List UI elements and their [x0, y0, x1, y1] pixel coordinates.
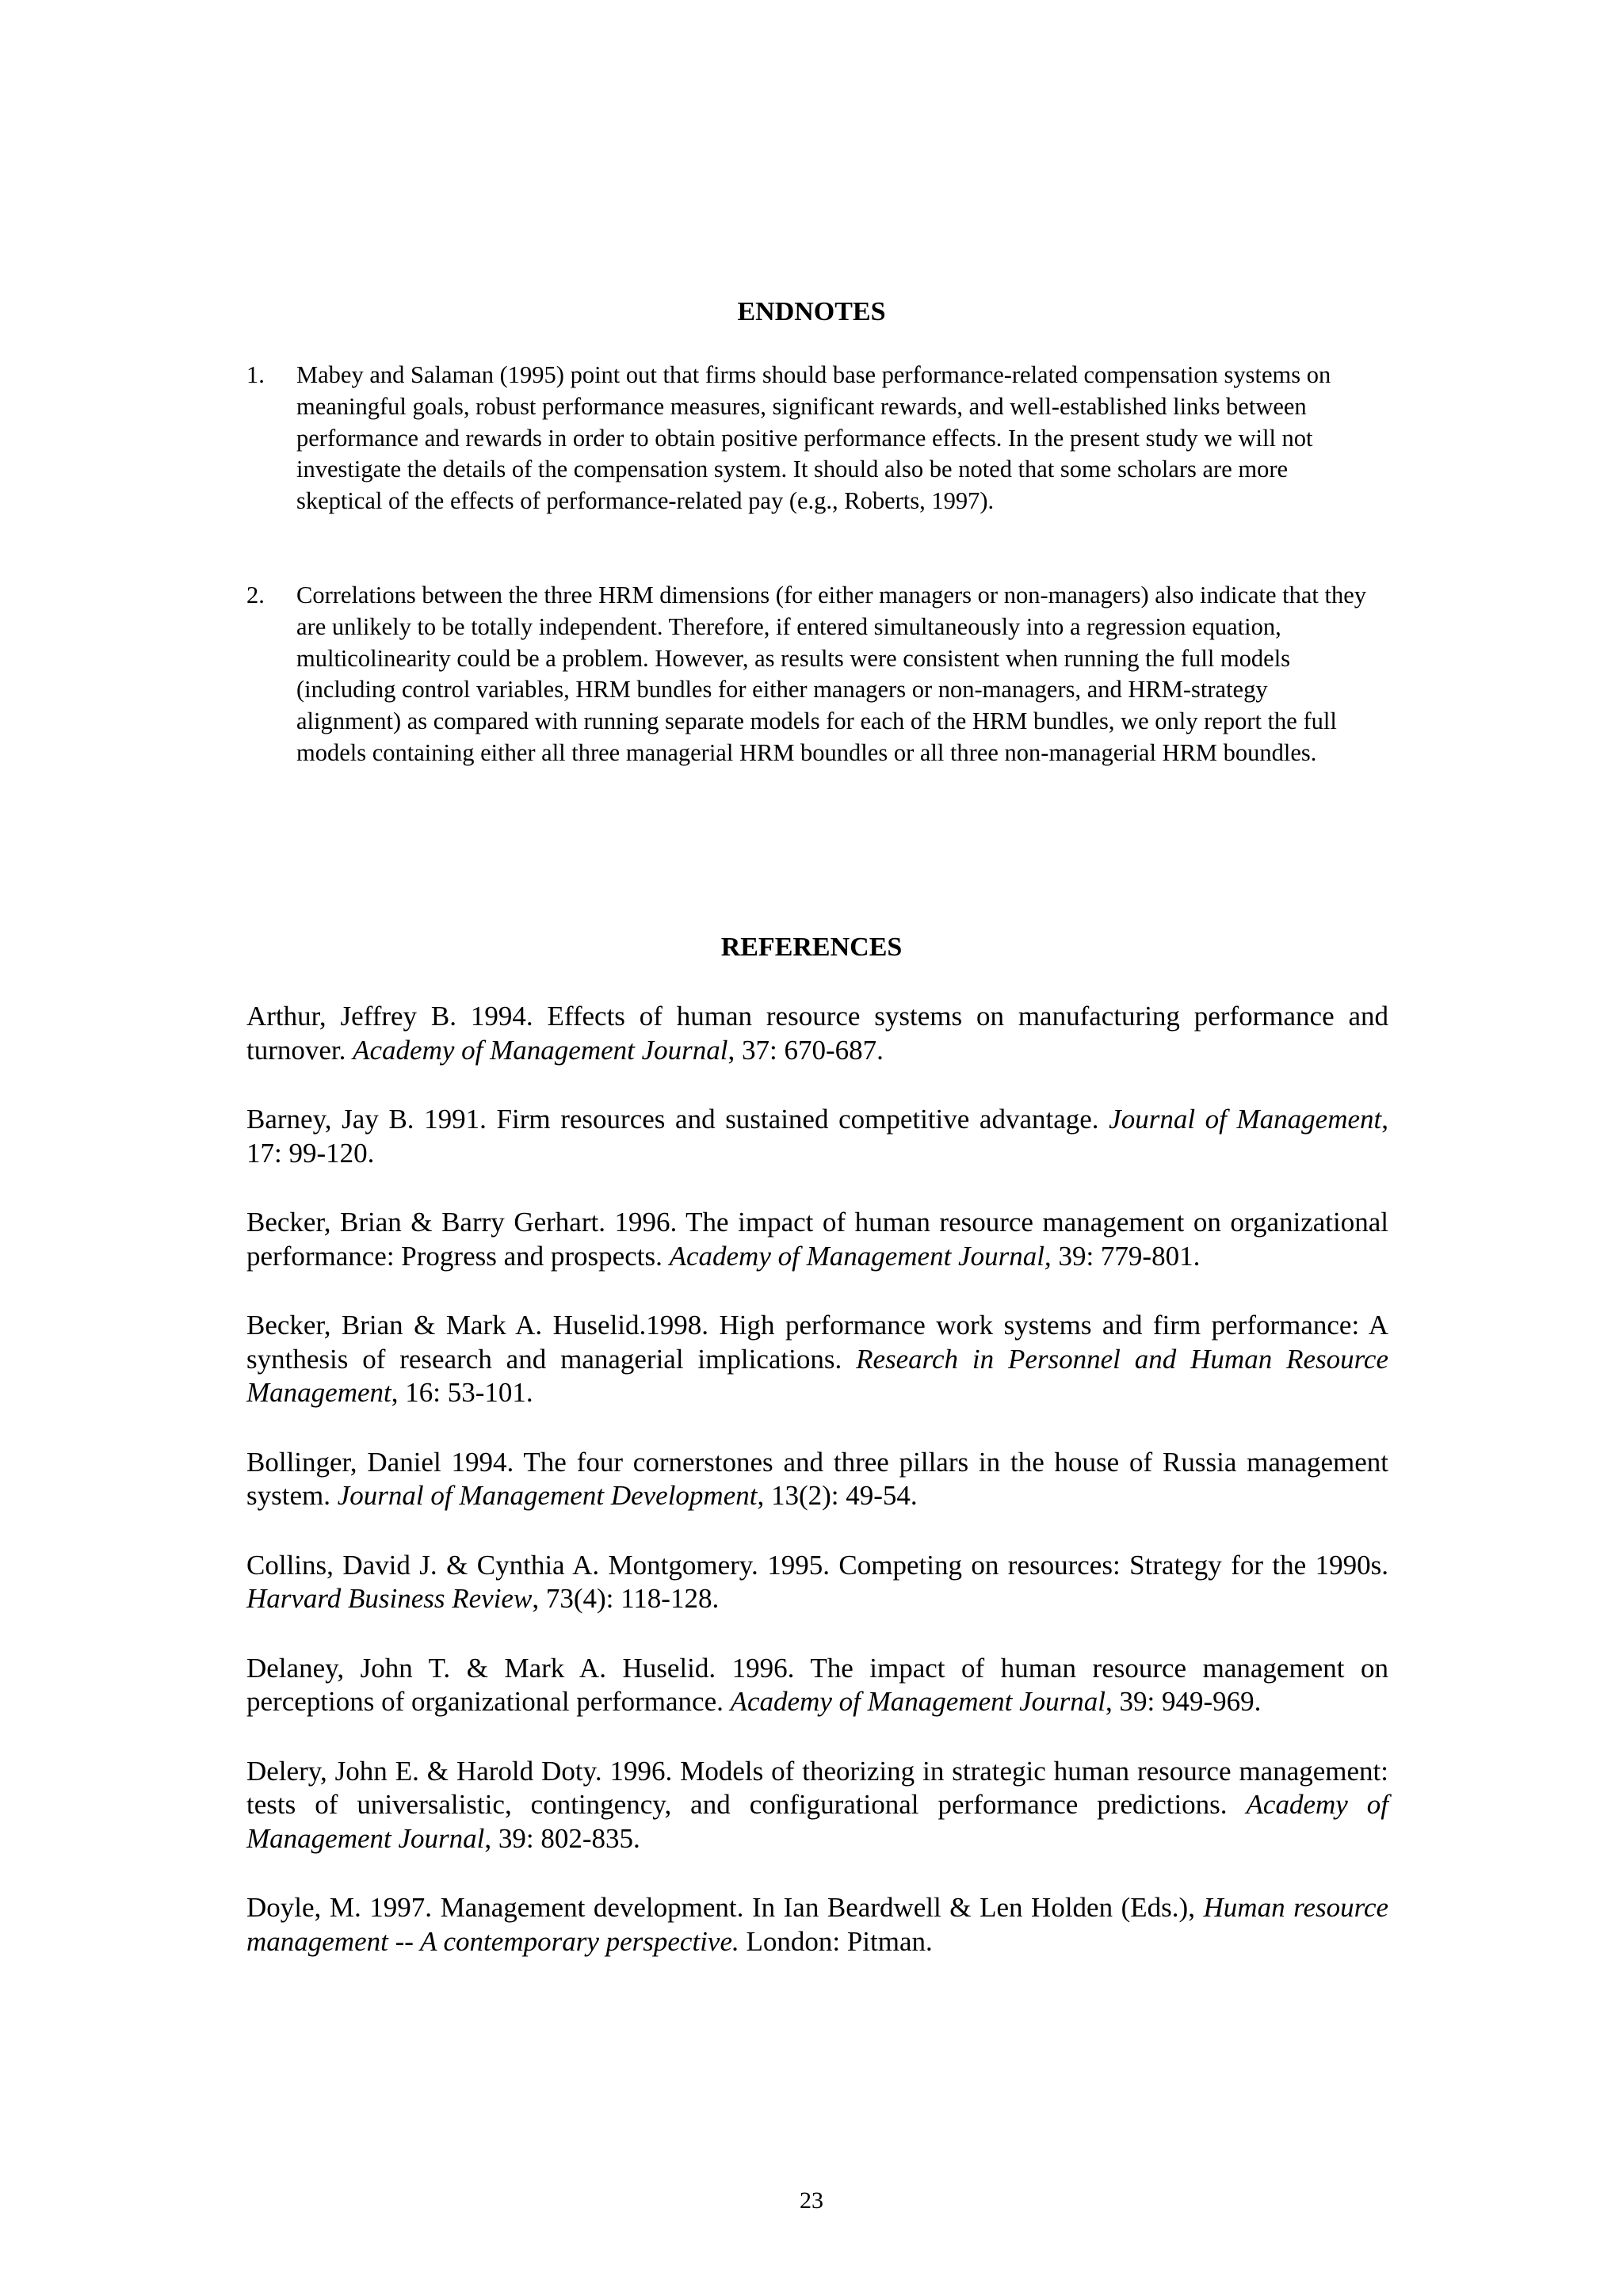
reference-entry — [246, 1446, 1388, 1513]
reference-authors-title: Becker, Brian & Barry Gerhart. 1996. The impact of human resource management on organizational performance: Progress and prospects. — [246, 1207, 1388, 1272]
reference-details: , 39: 949-969. — [1105, 1686, 1262, 1717]
reference-entry — [246, 1755, 1388, 1856]
reference-source: Harvard Business Review — [246, 1583, 533, 1614]
endnote-item — [246, 580, 1372, 769]
reference-entry — [246, 1000, 1388, 1067]
reference-entry — [246, 1549, 1388, 1616]
reference-details: , 39: 802-835. — [484, 1822, 640, 1854]
reference-entry — [246, 1652, 1388, 1719]
reference-details: , 37: 670-687. — [727, 1034, 884, 1066]
reference-source: Academy of Management Journal — [246, 1789, 1388, 1854]
reference-source: Journal of Management Development — [337, 1480, 758, 1511]
reference-entry — [246, 1103, 1388, 1170]
reference-details: 39: 779-801. — [1051, 1240, 1201, 1272]
reference-details: London: Pitman. — [739, 1925, 933, 1957]
reference-source: Academy of Management Journal — [353, 1034, 728, 1066]
reference-entry — [246, 1309, 1388, 1410]
reference-authors-title: Doyle, M. 1997. Management development. In Ian Beardwell & Len Holden (Eds.), — [246, 1892, 1204, 1923]
endnote-text: Correlations between the three HRM dimensions (for either managers or non-managers) also indicate that they are unlikely to be totally independent. Therefore, if entered simultaneously into a regression equation, multicolinearity could be a problem. However, as results were consistent when running the full models (including control variables, HRM bundles for either managers or non-managers, and HRM-strategy alignment) as compared with running separate models for each of the HRM bundles, we only report the full models containing either all three managerial HRM boundles or all three non-managerial HRM boundles. — [296, 582, 1367, 766]
reference-authors-title: Becker, Brian & Mark A. Huselid.1998. High performance work systems and firm performance: A synthesis of research and managerial implications. — [246, 1310, 1388, 1375]
endnote-text: Mabey and Salaman (1995) point out that firms should base performance-related compensation systems on meaningful goals, robust performance measures, significant rewards, and well-established links between performance and rewards in order to obtain positive performance effects. In the present study we will not investigate the details of the compensation system. It should also be noted that some scholars are more skeptical of the effects of performance-related pay (e.g., Roberts, 1997). — [296, 361, 1331, 515]
reference-entry — [246, 1206, 1388, 1273]
reference-details: , 16: 53-101. — [391, 1377, 533, 1408]
reference-source: Research in Personnel and Human Resource Management — [246, 1343, 1388, 1408]
endnotes-heading: ENDNOTES — [737, 297, 886, 326]
endnote-item — [246, 360, 1372, 517]
endnote-number: 1. — [246, 361, 265, 388]
reference-authors-title: Bollinger, Daniel 1994. The four cornerstones and three pillars in the house of Russia management system. — [246, 1446, 1388, 1511]
reference-list — [246, 1000, 1388, 1994]
reference-details: , 17: 99-120. — [246, 1104, 1389, 1169]
reference-entry — [246, 1891, 1388, 1958]
reference-details: , 13(2): 49-54. — [757, 1480, 918, 1511]
reference-source: Human resource management -- A contemporary perspective. — [246, 1892, 1389, 1957]
reference-source: Academy of Management Journal, — [669, 1240, 1052, 1272]
references-heading: REFERENCES — [720, 933, 903, 962]
page-number: 23 — [800, 2187, 823, 2214]
reference-authors-title: Collins, David J. & Cynthia A. Montgomery. 1995. Competing on resources: Strategy for the 1990s. — [246, 1549, 1388, 1581]
reference-authors-title: Arthur, Jeffrey B. 1994. Effects of human resource systems on manufacturing performance and turnover. — [246, 1001, 1388, 1066]
reference-source: Academy of Management Journal — [730, 1686, 1106, 1717]
reference-authors-title: Delaney, John T. & Mark A. Huselid. 1996. The impact of human resource management on perceptions of organizational performance. — [246, 1652, 1388, 1717]
reference-details: , 73(4): 118-128. — [532, 1583, 720, 1614]
reference-authors-title: Delery, John E. & Harold Doty. 1996. Models of theorizing in strategic human resource management: tests of universalistic, contingency, and configurational performance predictions. — [246, 1755, 1388, 1820]
endnote-number: 2. — [246, 582, 265, 608]
reference-source: Journal of Management — [1109, 1104, 1382, 1135]
reference-authors-title: Barney, Jay B. 1991. Firm resources and sustained competitive advantage. — [246, 1104, 1109, 1135]
